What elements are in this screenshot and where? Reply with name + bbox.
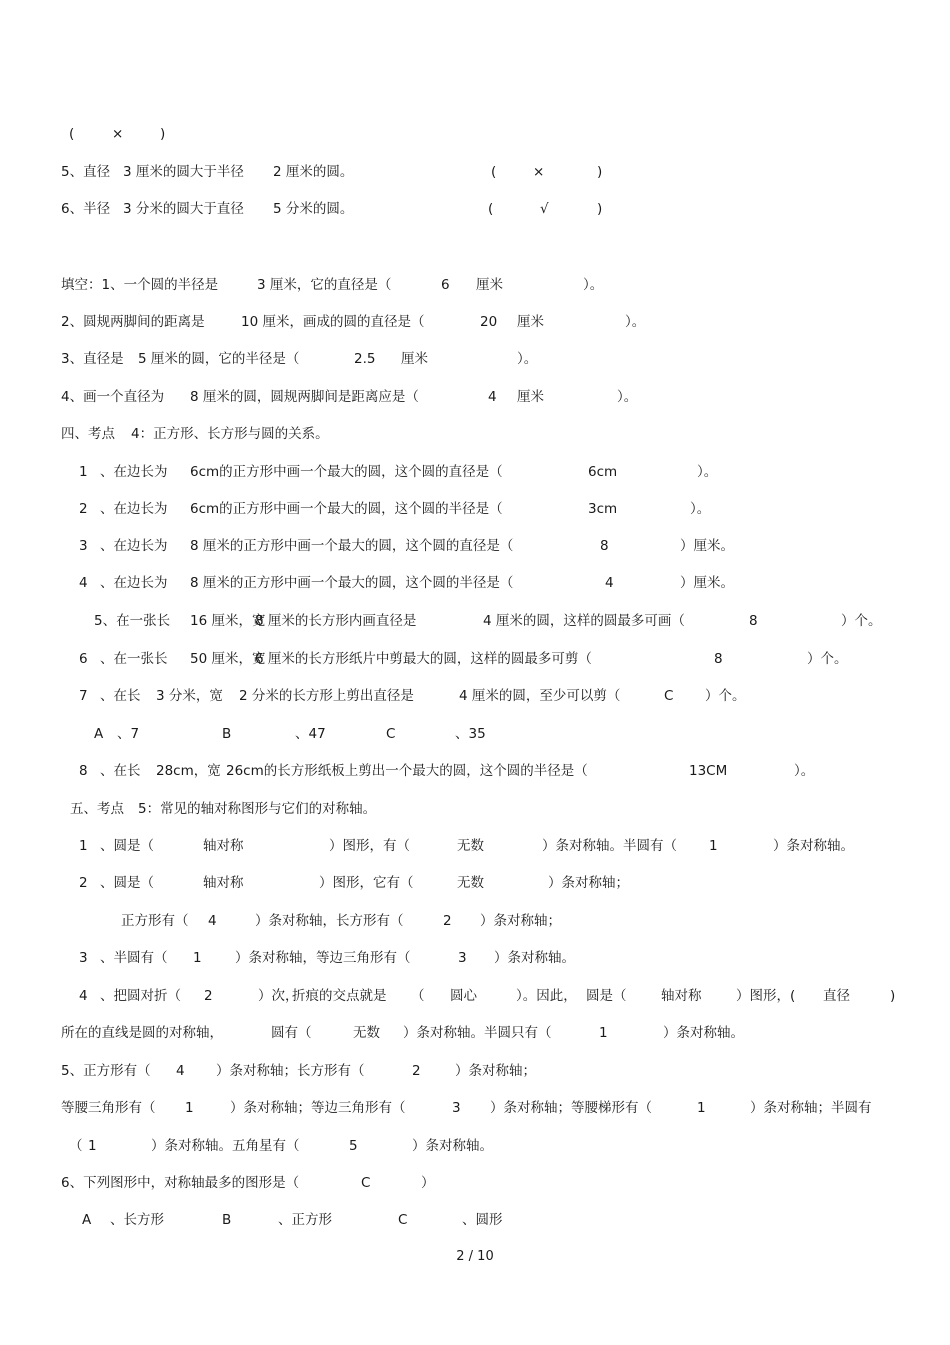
text-segment: 无数	[457, 875, 484, 891]
text-segment: 4：正方形、长方形与圆的关系。	[131, 426, 329, 442]
text-segment: 3	[79, 950, 88, 966]
text-segment: 、在边长为	[100, 464, 168, 480]
text-segment: （	[69, 1138, 83, 1154]
text-segment: ）。	[690, 501, 711, 517]
text-segment: 、长方形	[110, 1212, 164, 1228]
text-segment: ）个。	[807, 651, 848, 667]
text-segment: 6cm	[588, 464, 618, 480]
text-segment: 、圆是（	[100, 875, 154, 891]
text-segment: ）。	[617, 389, 638, 405]
text-segment: 8	[79, 763, 88, 779]
text-segment: 5、在一张长	[94, 613, 171, 629]
text-segment: B	[222, 1212, 232, 1228]
text-segment: 1	[79, 838, 88, 854]
text-segment: 4	[79, 988, 88, 1004]
text-segment: 4	[208, 913, 217, 929]
text-segment: 6	[79, 651, 88, 667]
text-segment: 4	[79, 575, 88, 591]
text-segment: 厘米	[517, 389, 544, 405]
text-segment: )	[160, 126, 166, 142]
text-segment: 6、下列图形中，对称轴最多的图形是（	[61, 1175, 300, 1191]
text-segment: 6、半径	[61, 201, 111, 217]
text-segment: 5：常见的轴对称图形与它们的对称轴。	[138, 801, 377, 817]
text-segment: 厘米	[401, 351, 428, 367]
text-segment: ）条对称轴；等边三角形有（	[230, 1100, 406, 1116]
text-segment: 直径	[823, 988, 850, 1004]
text-segment: 2	[79, 875, 88, 891]
text-segment: 16 厘米，宽	[190, 613, 266, 629]
text-segment: 1	[193, 950, 202, 966]
text-segment: 1	[88, 1138, 97, 1154]
text-segment: ）条对称轴；长方形有（	[216, 1063, 365, 1079]
text-segment: ）。	[697, 464, 718, 480]
text-segment: ）条对称轴；等腰梯形有（	[490, 1100, 652, 1116]
text-segment: 6 厘米的长方形纸片中剪最大的圆，这样的圆最多可剪（	[255, 651, 592, 667]
text-segment: )	[890, 988, 896, 1004]
text-segment: (	[488, 201, 494, 217]
text-segment: 8	[749, 613, 758, 629]
text-segment: 轴对称	[203, 875, 244, 891]
text-segment: 3cm	[588, 501, 618, 517]
text-segment: 3	[79, 538, 88, 554]
text-segment: 1	[185, 1100, 194, 1116]
text-segment: √	[540, 201, 549, 217]
text-segment: 轴对称	[203, 838, 244, 854]
text-segment: ）。	[625, 314, 646, 330]
text-segment: 3	[458, 950, 467, 966]
text-segment: 8	[714, 651, 723, 667]
text-segment: 厘米	[517, 314, 544, 330]
text-segment: 4	[605, 575, 614, 591]
text-segment: 28cm，宽	[156, 763, 221, 779]
text-segment: 、在长	[100, 763, 141, 779]
text-segment: 圆心	[450, 988, 477, 1004]
text-segment: 4	[488, 389, 497, 405]
text-segment: 4 厘米的圆，这样的圆最多可画（	[483, 613, 685, 629]
text-segment: 6cm的正方形中画一个最大的圆，这个圆的直径是（	[190, 464, 503, 480]
text-segment: 6cm的正方形中画一个最大的圆，这个圆的半径是（	[190, 501, 503, 517]
text-segment: 1	[709, 838, 718, 854]
text-segment: A	[94, 726, 104, 742]
text-segment: 8	[600, 538, 609, 554]
text-segment: 、47	[295, 726, 326, 742]
text-segment: ）条对称轴；	[480, 913, 561, 929]
text-segment: ）图形，有（	[329, 838, 410, 854]
text-segment: ）。	[517, 351, 538, 367]
text-segment: ）条对称轴；半圆有	[750, 1100, 872, 1116]
text-segment: )	[597, 164, 603, 180]
text-segment: 8 厘米的正方形中画一个最大的圆，这个圆的直径是（	[190, 538, 514, 554]
text-segment: 20	[480, 314, 498, 330]
text-segment: 、正方形	[278, 1212, 332, 1228]
text-segment: 2、圆规两脚间的距离是	[61, 314, 205, 330]
text-segment: 8 厘米的长方形内画直径是	[255, 613, 417, 629]
text-segment: ）条对称轴。	[773, 838, 854, 854]
text-segment: 、半圆有（	[100, 950, 168, 966]
text-segment: )	[597, 201, 603, 217]
text-segment: ）。	[794, 763, 815, 779]
text-segment: 50 厘米，宽	[190, 651, 266, 667]
text-segment: B	[222, 726, 232, 742]
text-segment: ）条对称轴。	[663, 1025, 744, 1041]
text-segment: 5 厘米的圆，它的半径是（	[138, 351, 300, 367]
text-segment: 4 厘米的圆，至少可以剪（	[459, 688, 621, 704]
text-segment: 5、正方形有（	[61, 1063, 151, 1079]
text-segment: 2	[443, 913, 452, 929]
text-segment: ）次，	[258, 988, 299, 1004]
text-segment: 6	[441, 277, 450, 293]
text-segment: ）条对称轴；	[455, 1063, 536, 1079]
text-segment: ）。	[583, 277, 604, 293]
text-segment: 3 厘米，它的直径是（	[257, 277, 392, 293]
text-segment: 、圆是（	[100, 838, 154, 854]
text-segment: 、在边长为	[100, 575, 168, 591]
text-segment: ）	[421, 1175, 435, 1191]
text-segment: ）条对称轴，长方形有（	[255, 913, 404, 929]
text-segment: 2	[204, 988, 213, 1004]
text-segment: 5、直径	[61, 164, 111, 180]
text-segment: 2 厘米的圆。	[273, 164, 354, 180]
text-segment: 2 分米的长方形上剪出直径是	[239, 688, 414, 704]
text-segment: A	[82, 1212, 92, 1228]
text-segment: 所在的直线是圆的对称轴，	[61, 1025, 223, 1041]
text-segment: C	[664, 688, 674, 704]
text-segment: C	[386, 726, 396, 742]
text-segment: 等腰三角形有（	[61, 1100, 156, 1116]
text-segment: ）条对称轴。半圆有（	[542, 838, 677, 854]
text-segment: 、在边长为	[100, 538, 168, 554]
text-segment: ）条对称轴，等边三角形有（	[235, 950, 411, 966]
page-number: 2 / 10	[456, 1249, 494, 1264]
text-segment: ×	[112, 126, 124, 142]
text-segment: 8 厘米的圆，圆规两脚间是距离应是（	[190, 389, 419, 405]
text-segment: ）图形，它有（	[319, 875, 414, 891]
text-segment: 四、考点	[61, 426, 115, 442]
text-segment: 3、直径是	[61, 351, 124, 367]
text-segment: ）个。	[841, 613, 882, 629]
text-segment: 3	[452, 1100, 461, 1116]
text-segment: ）。因此，	[516, 988, 577, 1004]
text-segment: 圆有（	[271, 1025, 312, 1041]
text-segment: 5	[349, 1138, 358, 1154]
text-segment: 、35	[455, 726, 486, 742]
text-segment: ）个。	[705, 688, 746, 704]
text-segment: 2.5	[354, 351, 376, 367]
text-segment: 厘米	[476, 277, 503, 293]
text-segment: ×	[533, 164, 545, 180]
text-segment: (	[69, 126, 75, 142]
text-segment: 1	[599, 1025, 608, 1041]
text-segment: 折痕的交点就是	[292, 988, 387, 1004]
text-segment: 3 分米，宽	[156, 688, 223, 704]
text-segment: 4、画一个直径为	[61, 389, 165, 405]
text-segment: ）条对称轴。五角星有（	[151, 1138, 300, 1154]
text-segment: 10 厘米，画成的圆的直径是（	[241, 314, 425, 330]
text-segment: （	[411, 988, 425, 1004]
text-segment: 3 厘米的圆大于半径	[123, 164, 244, 180]
text-segment: 2	[412, 1063, 421, 1079]
text-segment: ）厘米。	[680, 538, 734, 554]
text-segment: 五、考点	[70, 801, 124, 817]
text-segment: 2	[79, 501, 88, 517]
text-segment: 、在一张长	[100, 651, 168, 667]
text-segment: 圆是（	[586, 988, 627, 1004]
text-segment: (	[491, 164, 497, 180]
text-segment: 、在边长为	[100, 501, 168, 517]
text-segment: 1	[79, 464, 88, 480]
text-segment: 无数	[353, 1025, 380, 1041]
text-segment: 8 厘米的正方形中画一个最大的圆，这个圆的半径是（	[190, 575, 514, 591]
text-segment: 、把圆对折（	[100, 988, 181, 1004]
text-segment: 、在长	[100, 688, 141, 704]
text-segment: 1	[697, 1100, 706, 1116]
text-segment: 3 分米的圆大于直径	[123, 201, 244, 217]
text-segment: 7	[79, 688, 88, 704]
text-segment: C	[398, 1212, 408, 1228]
text-segment: ）条对称轴。半圆只有（	[403, 1025, 552, 1041]
text-segment: ）厘米。	[680, 575, 734, 591]
text-segment: ）条对称轴。	[412, 1138, 493, 1154]
text-segment: ）图形，(	[736, 988, 796, 1004]
text-segment: 、圆形	[462, 1212, 503, 1228]
text-segment: 轴对称	[661, 988, 702, 1004]
text-segment: 26cm的长方形纸板上剪出一个最大的圆，这个圆的半径是（	[226, 763, 588, 779]
text-segment: 5 分米的圆。	[273, 201, 354, 217]
text-segment: 填空：1、一个圆的半径是	[61, 277, 219, 293]
text-segment: C	[361, 1175, 371, 1191]
text-segment: ）条对称轴。	[494, 950, 575, 966]
text-segment: 4	[176, 1063, 185, 1079]
text-segment: 、7	[117, 726, 140, 742]
text-segment: 13CM	[689, 763, 728, 779]
text-segment: 正方形有（	[121, 913, 189, 929]
text-segment: 无数	[457, 838, 484, 854]
text-segment: ）条对称轴；	[548, 875, 629, 891]
